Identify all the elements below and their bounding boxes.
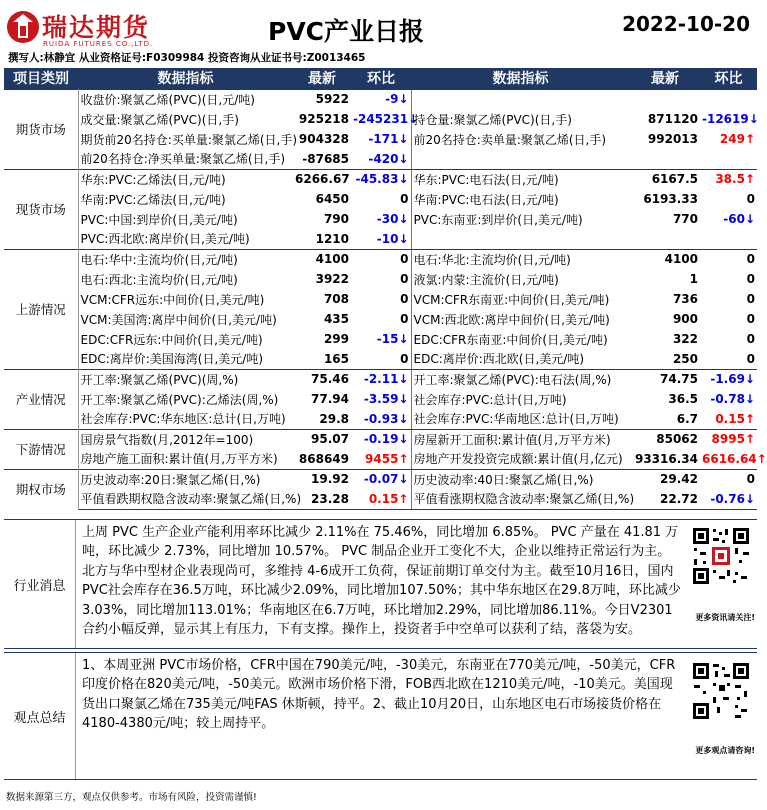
table-row <box>4 89 757 109</box>
industry-news-section <box>4 519 757 649</box>
indicator-label: 期货前20名持仓:买单量:聚氯乙烯(日,手) <box>80 132 298 147</box>
latest-value: 6.7 <box>630 409 700 429</box>
change-value: 0 <box>400 312 409 326</box>
latest-value: 23.28 <box>293 489 351 509</box>
change-value: -15↓ <box>376 332 409 346</box>
latest-value: 770 <box>672 212 698 226</box>
category-cell: 期货市场 <box>4 89 78 169</box>
indicator-label: 收盘价:聚氯乙烯(PVC)(日,元/吨) <box>78 89 293 109</box>
change-value: -420↓ <box>351 149 411 169</box>
table-row <box>4 449 757 469</box>
indicator-label: PVC:中国:到岸价(日,美元/吨) <box>80 212 238 227</box>
indicator-label: EDC:CFR远东:中间价(日,美元/吨) <box>80 332 263 347</box>
col-header-latest: 最新 <box>293 68 351 89</box>
change-value: -0.76↓ <box>700 489 757 509</box>
change-value: -9↓ <box>351 89 411 109</box>
change-value: 0 <box>746 192 755 206</box>
col-header-indicator-2: 数据指标 <box>411 68 630 89</box>
latest-value: -87685 <box>293 149 351 169</box>
indicator-label: 前20名持仓:净买单量:聚氯乙烯(日,手) <box>78 149 293 169</box>
change-value: 6616.64↑ <box>700 449 757 469</box>
table-row <box>4 269 757 289</box>
table-row <box>4 429 757 449</box>
indicator-label: 房地产开发投资完成额:累计值(月,亿元) <box>411 449 630 469</box>
indicator-label: 历史波动率:20日:聚氯乙烯(日,%) <box>78 469 293 489</box>
change-value: -0.19↓ <box>351 429 411 449</box>
latest-value: 74.75 <box>630 369 700 389</box>
latest-value: 6266.67 <box>293 169 351 189</box>
change-value <box>700 149 757 169</box>
qr-code-icon <box>691 526 751 596</box>
latest-value: 871120 <box>647 112 698 126</box>
change-value: 0.15↑ <box>351 489 411 509</box>
indicator-label: 房屋新开工面积:累计值(月,万平方米) <box>411 429 630 449</box>
latest-value: 6167.5 <box>630 169 700 189</box>
change-value: 9455↑ <box>351 449 411 469</box>
latest-value: 6193.33 <box>643 192 698 206</box>
indicator-label: EDC:离岸价:西北欧(日,美元/吨) <box>411 349 630 369</box>
change-value <box>700 229 757 249</box>
indicator-label: 液氯:内蒙:主流价(日,元/吨) <box>411 269 630 289</box>
table-row <box>4 109 757 129</box>
latest-value: 85062 <box>630 429 700 449</box>
company-logo <box>6 8 154 52</box>
indicator-label: 房地产施工面积:累计值(月,万平方米) <box>78 449 293 469</box>
indicator-label: 开工率:聚氯乙烯(PVC)(周,%) <box>78 369 293 389</box>
table-row <box>4 169 757 189</box>
col-header-latest-2: 最新 <box>630 68 700 89</box>
latest-value: 36.5 <box>668 392 698 406</box>
table-row <box>4 229 757 249</box>
report-date: 2022-10-20 <box>622 12 750 36</box>
indicator-label: PVC:东南亚:到岸价(日,美元/吨) <box>411 209 630 229</box>
category-cell: 期权市场 <box>4 469 78 509</box>
author-credentials: 撰写人:林静宜 从业资格证号:F0309984 投资咨询从业证书号:Z0013465 <box>8 52 366 64</box>
change-value: 0 <box>700 349 757 369</box>
table-row <box>4 409 757 429</box>
qr-caption-consult: 更多观点请咨询! <box>695 746 755 755</box>
category-cell: 下游情况 <box>4 429 78 469</box>
latest-value <box>630 89 700 109</box>
table-row <box>4 209 757 229</box>
latest-value: 29.42 <box>630 469 700 489</box>
industry-news-label: 行业消息 <box>4 520 76 648</box>
indicator-label: VCM:西北欧:离岸中间价(日,美元/吨) <box>411 309 630 329</box>
latest-value: 3922 <box>315 272 349 286</box>
latest-value: 22.72 <box>630 489 700 509</box>
indicator-label: EDC:CFR东南亚:中间价(日,美元/吨) <box>411 329 630 349</box>
latest-value: 93316.34 <box>630 449 700 469</box>
category-cell: 现货市场 <box>4 169 78 249</box>
latest-value: 75.46 <box>293 369 351 389</box>
logo-text-en: RUIDA FUTURES CO.,LTD. <box>43 40 154 48</box>
table-row <box>4 369 757 389</box>
indicator-label: 持仓量:聚氯乙烯(PVC)(日,手) <box>411 109 630 129</box>
change-value: 0 <box>351 249 411 269</box>
latest-value: 904328 <box>298 132 349 146</box>
logo-text-cn: 瑞达期货 <box>42 13 151 42</box>
latest-value: 736 <box>672 292 698 306</box>
change-value: 249↑ <box>719 132 755 146</box>
page-title: PVC产业日报 <box>268 17 425 46</box>
indicator-label: 社会库存:PVC:华东地区:总计(日,万吨) <box>78 409 293 429</box>
change-value: 38.5↑ <box>700 169 757 189</box>
latest-value: 1210 <box>293 229 351 249</box>
latest-value: 77.94 <box>311 392 349 406</box>
change-value: 8995↑ <box>700 429 757 449</box>
change-value: -45.83↓ <box>351 169 411 189</box>
indicator-label <box>411 149 630 169</box>
indicator-label: 平值看涨期权隐含波动率:聚氯乙烯(日,%) <box>411 489 630 509</box>
latest-value: 250 <box>630 349 700 369</box>
change-value: 0 <box>400 192 409 206</box>
table-row <box>4 469 757 489</box>
indicator-label: 前20名持仓:卖单量:聚氯乙烯(日,手) <box>411 129 630 149</box>
latest-value: 29.8 <box>293 409 351 429</box>
indicator-label: EDC:离岸价:美国海湾(日,美元/吨) <box>78 349 293 369</box>
latest-value: 5922 <box>293 89 351 109</box>
summary-text: 1、本周亚洲 PVC市场价格，CFR中国在790美元/吨，-30美元，东南亚在770美元/吨，-50美元，CFR印度价格在820美元/吨，-50美元。欧洲市场价格下滑，FOB西北欧在1210美元/吨，-10美元。美国现货出口聚氯乙烯在735美元/吨FAS 休斯顿，持平。2、截止10月20日，山东地区电石市场接货价格在4180-4380元/吨；较上周持平。 <box>82 658 676 732</box>
report-header <box>0 0 760 68</box>
col-header-change: 环比 <box>351 68 411 89</box>
table-row <box>4 189 757 209</box>
latest-value: 435 <box>323 312 349 326</box>
change-value: 0 <box>746 272 755 286</box>
indicator-label: 开工率:聚氯乙烯(PVC):乙烯法(周,%) <box>80 392 279 407</box>
latest-value: 165 <box>293 349 351 369</box>
indicator-label: 电石:华中:主流均价(日,元/吨) <box>78 249 293 269</box>
table-row <box>4 349 757 369</box>
indicator-label: 华南:PVC:乙烯法(日,元/吨) <box>80 192 226 207</box>
table-row <box>4 129 757 149</box>
category-cell: 产业情况 <box>4 369 78 429</box>
change-value: -171↓ <box>368 132 409 146</box>
summary-section <box>4 652 757 780</box>
table-row <box>4 309 757 329</box>
logo-emblem-icon <box>6 10 40 44</box>
table-row <box>4 249 757 269</box>
change-value: 0 <box>400 272 409 286</box>
change-value <box>700 89 757 109</box>
table-row <box>4 329 757 349</box>
change-value: 0.15↑ <box>700 409 757 429</box>
indicator-label: VCM:CFR远东:中间价(日,美元/吨) <box>80 292 265 307</box>
change-value: -0.78↓ <box>710 392 755 406</box>
col-header-category: 项目类别 <box>4 68 78 89</box>
indicator-label: 电石:华北:主流均价(日,元/吨) <box>411 249 630 269</box>
latest-value: 4100 <box>630 249 700 269</box>
col-header-change-2: 环比 <box>700 68 757 89</box>
indicator-label: 开工率:聚氯乙烯(PVC):电石法(周,%) <box>411 369 630 389</box>
change-value: -12619↓ <box>702 112 759 126</box>
indicator-label <box>411 229 630 249</box>
industry-news-text: 上周 PVC 生产企业产能利用率环比减少 2.11%在 75.46%，同比增加 6.85%。 PVC 产量在 41.81 万吨，环比减少 2.73%，同比增加 10.57%。 PVC 制品企业开工变化不大，企业以维持正常运行为主。北方与华中型材企业表现尚可，多维持 4-6成开工负荷，保证前期订单交付为主。截至10月16日，国内PVC社会库存在36.5万吨，环比减少2.09%，同比增加107.50%；其中华东地区在29.8万吨，环比减少3.03%，同比增加113.01%；华南地区在6.7万吨，环比增加2.29%，同比增加86.11%。今日V2301合约小幅反弹，显示其上有压力，下有支撑。操作上，投资者手中空单可以获利了结，落袋为安。 <box>82 525 681 638</box>
indicator-label: 国房景气指数(月,2012年=100) <box>78 429 293 449</box>
latest-value: 900 <box>672 312 698 326</box>
latest-value: 4100 <box>293 249 351 269</box>
table-header-row <box>4 68 757 89</box>
indicator-label: 华东:PVC:乙烯法(日,元/吨) <box>78 169 293 189</box>
latest-value <box>630 149 700 169</box>
change-value: -0.93↓ <box>351 409 411 429</box>
latest-value: 6450 <box>315 192 349 206</box>
indicator-label: 华东:PVC:电石法(日,元/吨) <box>411 169 630 189</box>
indicator-label <box>411 89 630 109</box>
change-value: 0 <box>351 349 411 369</box>
change-value: 0 <box>700 249 757 269</box>
indicator-label: 华南:PVC:电石法(日,元/吨) <box>411 189 630 209</box>
latest-value: 19.92 <box>293 469 351 489</box>
change-value: -1.69↓ <box>700 369 757 389</box>
change-value: 0 <box>746 312 755 326</box>
indicator-label: VCM:美国湾:离岸中间价(日,美元/吨) <box>80 312 277 327</box>
summary-label: 观点总结 <box>4 653 76 779</box>
data-table <box>4 68 767 510</box>
change-value: 0 <box>746 332 755 346</box>
category-cell: 上游情况 <box>4 249 78 369</box>
change-value: 0 <box>400 292 409 306</box>
change-value: -3.59↓ <box>363 392 409 406</box>
latest-value: 868649 <box>293 449 351 469</box>
latest-value: 790 <box>323 212 349 226</box>
latest-value: 925218 <box>298 112 349 126</box>
qr-caption-follow: 更多资讯请关注! <box>695 613 755 622</box>
latest-value <box>630 229 700 249</box>
table-row <box>4 389 757 409</box>
change-value: -60↓ <box>723 212 755 226</box>
latest-value: 322 <box>672 332 698 346</box>
table-row <box>4 289 757 309</box>
indicator-label: VCM:CFR东南亚:中间价(日,美元/吨) <box>411 289 630 309</box>
table-row <box>4 149 757 169</box>
disclaimer: 数据来源第三方，观点仅供参考。市场有风险，投资需谨慎! <box>6 792 257 803</box>
change-value: -0.07↓ <box>351 469 411 489</box>
indicator-label: 电石:西北:主流均价(日,元/吨) <box>80 272 238 287</box>
indicator-label: PVC:西北欧:离岸价(日,美元/吨) <box>78 229 293 249</box>
change-value: 0 <box>700 469 757 489</box>
latest-value: 95.07 <box>293 429 351 449</box>
latest-value: 1 <box>689 272 698 286</box>
indicator-label: 社会库存:PVC:华南地区:总计(日,万吨) <box>411 409 630 429</box>
indicator-label: 历史波动率:40日:聚氯乙烯(日,%) <box>411 469 630 489</box>
latest-value: 299 <box>323 332 349 346</box>
latest-value: 992013 <box>647 132 698 146</box>
change-value: -2.11↓ <box>351 369 411 389</box>
change-value: -10↓ <box>351 229 411 249</box>
indicator-label: 社会库存:PVC:总计(日,万吨) <box>411 389 630 409</box>
latest-value: 708 <box>323 292 349 306</box>
col-header-indicator: 数据指标 <box>78 68 293 89</box>
indicator-label: 平值看跌期权隐含波动率:聚氯乙烯(日,%) <box>78 489 293 509</box>
change-value: -30↓ <box>376 212 409 226</box>
change-value: 0 <box>746 292 755 306</box>
table-row <box>4 489 757 509</box>
change-value: -245231↓ <box>353 112 419 126</box>
qr-code-icon <box>691 661 751 731</box>
indicator-label: 成交量:聚氯乙烯(PVC)(日,手) <box>80 112 239 127</box>
